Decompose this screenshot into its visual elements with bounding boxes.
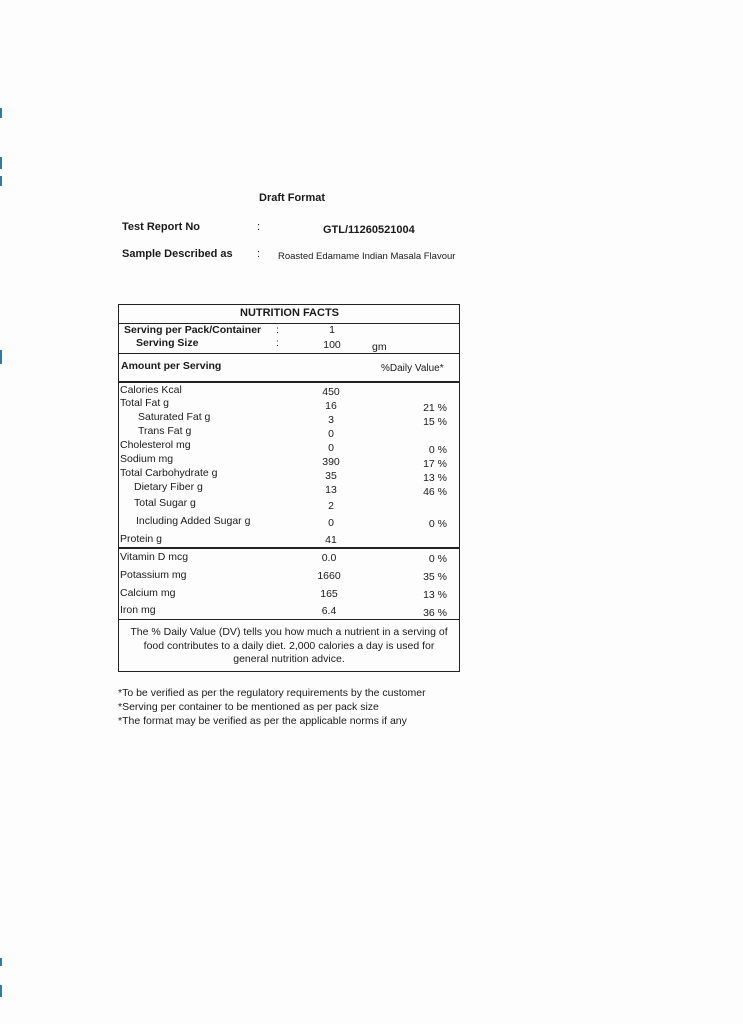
row-daily-value: 0 %	[428, 553, 447, 565]
row-value: 6.4	[321, 605, 337, 617]
serving-size-unit: gm	[372, 341, 387, 353]
row-daily-value: 13 %	[423, 472, 447, 484]
row-name: Calcium mg	[120, 587, 176, 599]
row-value: 0	[328, 442, 334, 454]
sample-value: Roasted Edamame Indian Masala Flavour	[278, 251, 456, 262]
row-name: Sodium mg	[120, 453, 174, 465]
row-value: 165	[320, 588, 338, 600]
scan-edge-mark	[0, 350, 2, 364]
serving-pack-colon: :	[276, 324, 279, 336]
row-value: 0.0	[321, 552, 337, 564]
row-daily-value: 17 %	[423, 458, 447, 470]
divider	[119, 381, 459, 383]
row-daily-value: 13 %	[423, 589, 447, 601]
divider	[119, 547, 459, 549]
row-value: 0	[328, 517, 334, 529]
divider	[119, 353, 459, 354]
serving-pack-label: Serving per Pack/Container	[124, 324, 262, 336]
serving-size-value: 100	[323, 339, 341, 351]
row-name: Total Fat g	[120, 397, 170, 409]
row-daily-value: 35 %	[423, 571, 447, 583]
note-line: *To be verified as per the regulatory requirements by the customer	[118, 687, 426, 699]
nutrition-facts-table	[118, 304, 460, 672]
row-daily-value: 21 %	[423, 402, 447, 414]
row-value: 41	[325, 534, 337, 546]
daily-value-label: %Daily Value*	[381, 363, 444, 374]
note-line: *Serving per container to be mentioned as per pack size	[118, 701, 379, 713]
row-name: Trans Fat g	[138, 425, 192, 437]
row-value: 16	[325, 400, 337, 412]
row-daily-value: 36 %	[423, 607, 447, 619]
row-daily-value: 15 %	[423, 416, 447, 428]
row-name: Including Added Sugar g	[136, 515, 251, 527]
row-value: 450	[322, 386, 340, 398]
note-line: *The format may be verified as per the applicable norms if any	[118, 715, 407, 727]
serving-pack-value: 1	[329, 324, 335, 336]
amount-per-serving-label: Amount per Serving	[121, 360, 222, 372]
row-name: Potassium mg	[120, 569, 187, 581]
row-name: Saturated Fat g	[138, 411, 211, 423]
nutrition-facts-heading: NUTRITION FACTS	[240, 307, 339, 319]
divider	[119, 619, 459, 620]
report-number-label: Test Report No	[122, 221, 201, 233]
report-number-value: GTL/11260521004	[323, 224, 415, 236]
daily-value-note-line: general nutrition advice.	[233, 653, 345, 665]
scan-edge-mark	[0, 985, 2, 997]
document-title: Draft Format	[259, 192, 326, 204]
row-value: 390	[322, 456, 340, 468]
sample-colon: :	[257, 248, 261, 260]
serving-size-colon: :	[276, 337, 279, 349]
row-daily-value: 46 %	[423, 486, 447, 498]
row-daily-value: 0 %	[428, 518, 447, 530]
row-value: 0	[328, 428, 334, 440]
row-name: Total Sugar g	[134, 497, 196, 509]
row-name: Iron mg	[120, 604, 156, 616]
row-name: Dietary Fiber g	[134, 481, 203, 493]
row-name: Total Carbohydrate g	[120, 467, 218, 479]
row-name: Calories Kcal	[120, 384, 182, 396]
row-name: Protein g	[120, 533, 163, 545]
sample-label: Sample Described as	[122, 248, 233, 260]
row-value: 2	[328, 500, 334, 512]
row-name: Cholesterol mg	[120, 439, 191, 451]
scan-edge-mark	[0, 157, 2, 169]
row-value: 35	[325, 470, 337, 482]
row-value: 3	[328, 414, 334, 426]
row-value: 1660	[317, 570, 341, 582]
scan-edge-mark	[0, 958, 2, 966]
row-daily-value: 0 %	[428, 444, 447, 456]
scan-edge-mark	[0, 108, 2, 118]
daily-value-note-line: food contributes to a daily diet. 2,000 calories a day is used for	[143, 640, 435, 652]
serving-size-label: Serving Size	[136, 337, 199, 349]
scan-edge-mark	[0, 176, 2, 186]
row-name: Vitamin D mcg	[120, 551, 189, 563]
daily-value-note-line: The % Daily Value (DV) tells you how much a nutrient in a serving of	[130, 626, 448, 638]
row-value: 13	[325, 484, 337, 496]
report-number-colon: :	[257, 221, 261, 233]
